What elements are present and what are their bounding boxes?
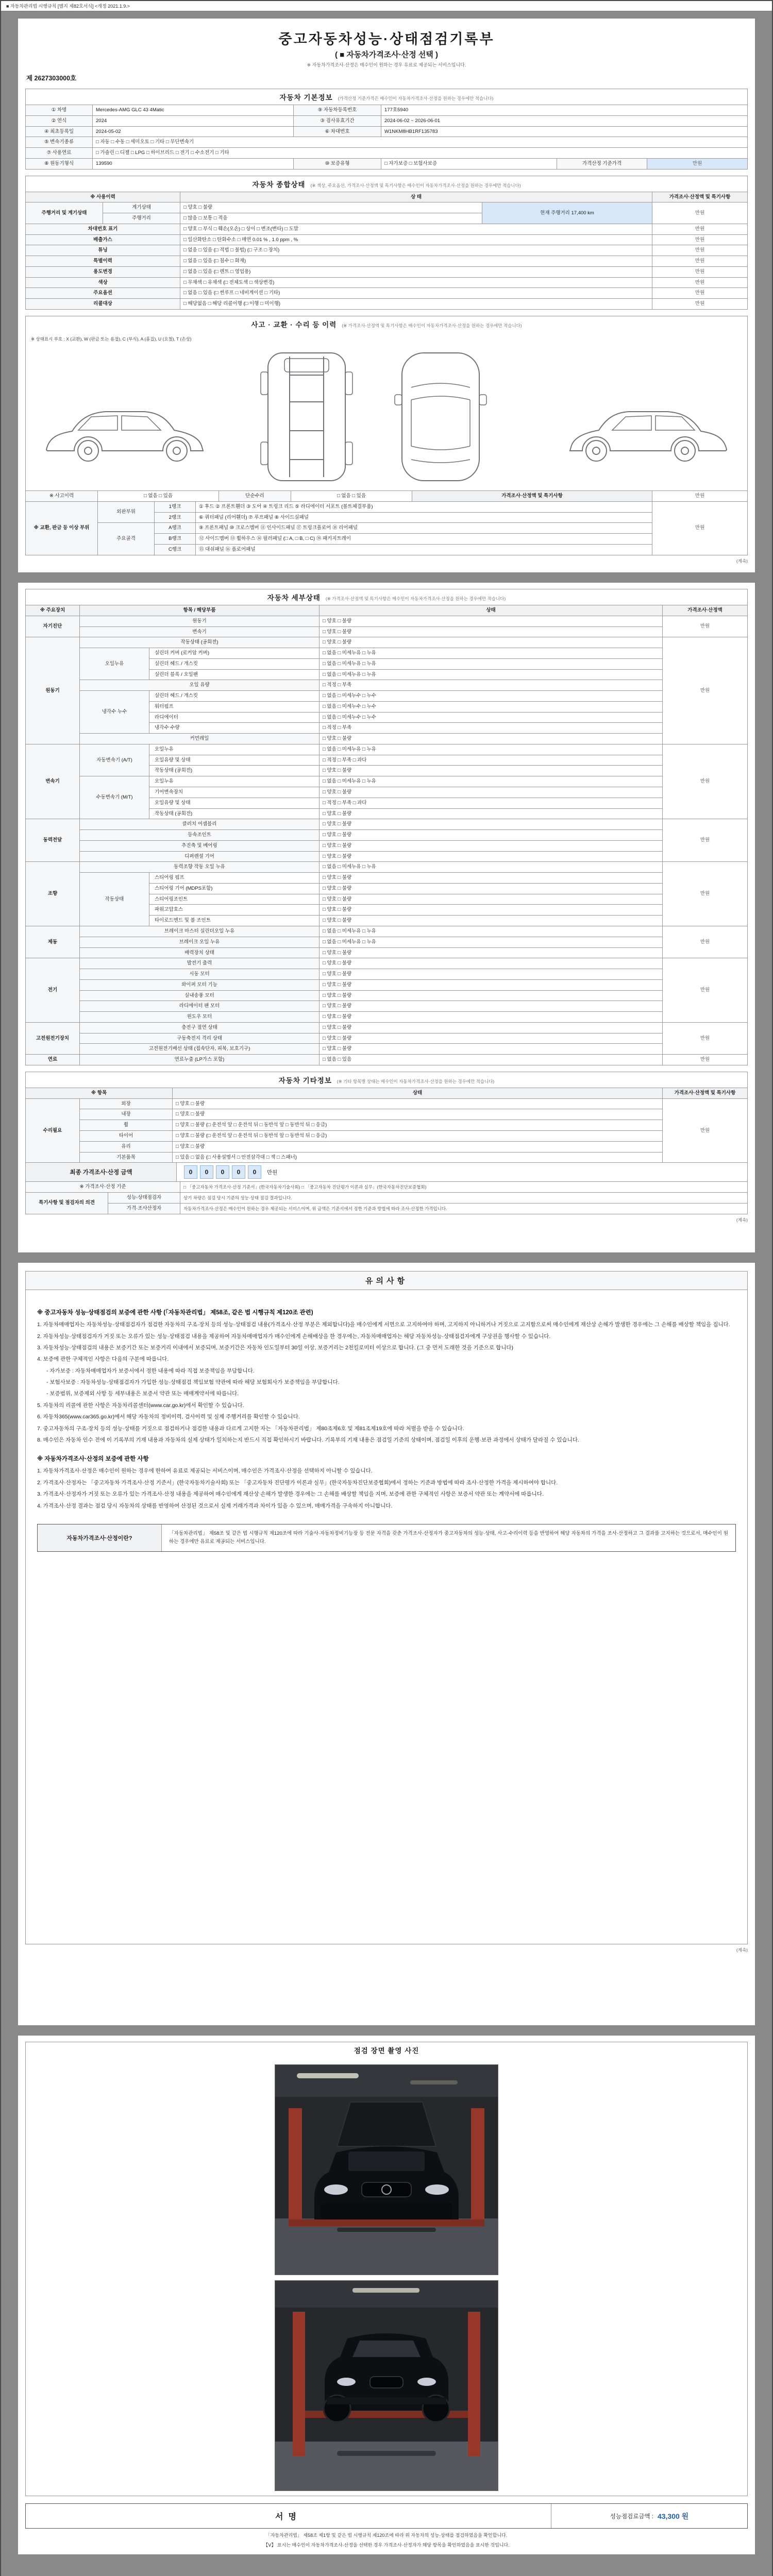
table-cell: □ 양호 □ 불량 [320,883,663,894]
table-cell: □ 양호 □ 불량 [320,1012,663,1023]
table-cell: 변속기 [80,626,320,637]
table-cell: ① 후드 ② 프론트휀더 ③ 도어 ④ 트렁크 리드 ⑤ 라디에이터 서포트 (볼트체결부품) [196,501,652,512]
table-cell: 만원 [663,1098,748,1163]
table-cell: □ 양호 □ 불량 [320,947,663,958]
table-cell: □ 양호 □ 불량 [320,840,663,851]
notice-line: ※ 자동차가격조사·산정의 보증에 관한 사항 [37,1456,149,1463]
table-cell: □ 없음 □ 미세누유 □ 누유 [320,926,663,937]
table-cell: 튜닝 [26,245,180,256]
table-cell: □ 적정 □ 부족 [320,680,663,691]
table-cell: 상기 차량은 점검 당시 기준의 성능·상태 점검 결과입니다. [180,1193,748,1204]
definition-text: 「자동차관리법」 제58조 및 같은 법 시행규칙 제120조에 따라 기술사·자동차정비기능장 등 전문 자격을 갖춘 가격조사·산정자가 중고자동차의 성능·상태, 사고·수리이력 등을 반영하여 해당 자동차의 가격을 조사·산정하고 그 결과를 고지하는 것으로서, 매수인이 원하는 경우에만 유료로 제공되는 서비스입니다. [169,1530,728,1545]
table-cell: 만원 [652,245,748,256]
table-cell: ⑤ 변속기종류 [26,137,93,148]
table-cell: 만원 [663,1022,748,1054]
table-cell: 휠 [80,1120,173,1131]
table-cell: ④ 최초등록일 [26,126,93,137]
table-cell: □ 양호 □ 불량 [173,1098,663,1109]
table-cell: □ 양호 □ 불량 [320,969,663,980]
section-overall-condition [25,176,748,192]
continue-mark: (계속) [736,1947,748,1953]
inspection-photos [25,2058,748,2496]
table-cell: A랭크 [155,523,196,534]
table-cell: 주행거리 및 계기상태 [26,202,103,224]
notice-lines [37,1308,736,1511]
table-cell: 색상 [26,277,180,288]
table-cell: ⑮ 대쉬패널 ⑯ 플로어패널 [196,544,652,555]
table-cell: □ 없음 □ 미세누수 □ 누수 [320,701,663,712]
table-cell: 만원 [647,158,747,169]
table-cell: 원동기 [26,637,80,744]
table-cell: 가격·조사산정자 [108,1203,180,1214]
table-cell: □ 양호 □ 불량 [320,734,663,744]
table-cell: 커먼레일 [80,734,320,744]
table-cell: 디퍼렌셜 기어 [80,851,320,862]
vehicle-diagram [31,344,742,488]
notice-line: 7. 중고자동차의 구조·장치 등의 성능·상태를 거짓으로 점검하거나 점검한 내용과 다르게 고지한 자는 「자동차관리법」 제80조제6호 및 제81조제19호에 따라 처벌을 받을 수 있습니다. [37,1425,464,1432]
etc-info-table [25,1088,748,1163]
table-cell: 브레이크 오일 누유 [80,937,320,947]
section-note: (※ 색상, 주요옵션, 가격조사·산정액 및 특기사항은 매수인이 자동차가격조사·산정을 원하는 경우에만 적습니다) [310,182,521,188]
basic-info-table [25,105,748,170]
table-cell: 작동상태 (공회전) [149,766,320,776]
table-cell: 윈도우 모터 [80,1012,320,1023]
notice-line: - 자가보증 : 자동차매매업자가 보증서에서 정한 내용에 따라 직접 보증책임을 부담합니다. [46,1367,255,1374]
table-cell: 제동 [26,926,80,958]
table-cell: □ 자가보증 □ 보험사보증 [381,158,557,169]
table-cell: □ 양호 □ 불량 [320,830,663,841]
table-cell: □ 일산화탄소 □ 탄화수소 □ 매연 0.01 % , 1.0 ppm , % [180,234,652,245]
table-cell: 만원 [652,288,748,299]
table-cell: 만원 [663,819,748,862]
accident-history-table [25,490,748,502]
table-cell: ⑦ 사용연료 [26,148,93,159]
price-digit: 0 [184,1165,197,1179]
price-digit: 0 [248,1165,261,1179]
notice-line: 3. 가격조사·산정자가 거짓 또는 오류가 있는 가격조사·산정 내용을 제공하여 매수인에게 재산상 손해가 발생한 경우에는 그 손해를 배상할 책임을 지며, 보증에 관한 구체적인 사항은 보증서 약관 또는 계약서에 따릅니다. [37,1491,544,1498]
table-cell: ⑨ 자동차등록번호 [294,105,381,116]
table-cell: 오일 유량 [80,680,320,691]
table-cell: 와이퍼 모터 기능 [80,979,320,990]
table-cell: 실린더 헤드 / 개스킷 [149,691,320,702]
table-cell: 만원 [652,501,748,555]
table-cell: 만원 [652,277,748,288]
section-accident-history [25,316,748,332]
table-cell: □ 양호 □ 불량 [320,808,663,819]
table-cell: □ 있음 □ 없음 (□ 사용설명서 □ 안전삼각대 □ 잭 □ 스패너) [173,1152,663,1163]
table-cell: 외장 [80,1098,173,1109]
table-cell: □ 양호 □ 불량 [320,990,663,1001]
overall-condition-table [25,192,748,310]
form-reference: ■ 자동차관리법 시행규칙 [별지 제82호서식] <개정 2021.1.9.> [1,1,772,11]
final-price-label: 최종 가격조사·산정 금액 [26,1163,177,1181]
section-title: 자동차 기타정보 [278,1076,332,1084]
table-cell: □ 해당없음 □ 해당 리콜이행 (□ 이행 □ 미이행) [180,299,652,310]
table-cell: 변속기 [26,744,80,819]
table-cell: □ 없음 □ 있음 (□ 렌트 □ 영업용) [180,266,652,277]
table-cell: □ 없음 □ 미세누유 □ 누유 [320,648,663,659]
notice-line: - 보증범위, 보증제외 사항 등 세부내용은 보증서 약관 또는 매매계약서에 따릅니다. [46,1391,239,1397]
table-cell: 만원 [663,616,748,637]
table-cell: □ 양호 □ 불량 [320,851,663,862]
table-cell: 주요골격 [98,523,155,555]
footer-legal-line-1: 「자동차관리법」 제58조 제1항 및 같은 법 시행규칙 제120조에 따라 위 자동차의 성능·상태를 점검하였음을 확인합니다. [265,2533,508,2538]
table-cell: ※ 가격조사·산정 기준 [26,1182,180,1193]
table-cell: 수리필요 [26,1098,80,1163]
table-cell: □ 없음 □ 미세누수 □ 누수 [320,712,663,723]
table-cell: □ 없음 □ 있음 [291,491,412,502]
table-cell: 기본품목 [80,1152,173,1163]
table-cell: 오일누유 [149,744,320,755]
table-cell: 라디에이터 [149,712,320,723]
table-cell: 성능·상태점검자 [108,1193,180,1204]
table-cell: 만원 [652,224,748,234]
table-cell: □ 양호 □ 불량 (□ 운전석 앞 □ 운전석 뒤 □ 동반석 앞 □ 동반석 뒤 □ 응급) [173,1130,663,1141]
price-unit: 만원 [267,1169,278,1176]
table-cell: □ 양호 □ 불량 [320,1022,663,1033]
table-cell: □ 양호 □ 불량 [320,1033,663,1044]
price-digit: 0 [216,1165,229,1179]
section-note: (※ 가격조사·산정액 및 특기사항은 매수인이 자동차가격조사·산정을 원하는 경우에만 적습니다) [342,323,522,329]
continue-mark: (계속) [736,558,748,564]
table-cell: □ 양호 □ 불량 [180,202,482,213]
table-cell: 외판부위 [98,501,155,523]
inspection-fee [551,2504,747,2528]
table-cell: 만원 [652,234,748,245]
table-cell: 스티어링 펌프 [149,873,320,884]
table-cell: ※ 사고이력 [26,491,98,502]
page-3 [18,1263,755,2025]
price-digit: 0 [232,1165,245,1179]
table-cell: 실린더 커버 (로커암 커버) [149,648,320,659]
table-cell: 구동축전지 격리 상태 [80,1033,320,1044]
table-cell: 2024-05-02 [93,126,294,137]
section-note: (가격산정 기준가격은 매수인이 자동차가격조사·산정을 원하는 경우에만 적습니다) [338,96,494,101]
signature-section [25,2503,748,2529]
table-cell: 상 태 [180,192,652,202]
table-cell: 주행거리 [103,213,180,224]
table-cell: ⑨ 프론트패널 ⑩ 크로스멤버 ⑪ 인사이드패널 ⑰ 트렁크플로어 ⑱ 리어패널 [196,523,652,534]
inspector-opinion-table [25,1181,748,1214]
table-cell: 만원 [652,256,748,267]
table-cell: □ 적정 □ 부족 [320,723,663,734]
table-cell: 자동변속기 (A/T) [80,744,149,776]
footer-legal-line-2: 【Ⅴ】 표시는 매수인이 자동차가격조사·산정을 선택한 경우 가격조사·산정자가 해당 항목을 확인하였음을 표시한 것입니다. [263,2543,510,2548]
table-cell: 항목 / 해당부품 [80,605,320,616]
notice-line: 3. 자동차성능·상태점검의 내용은 보증기간 또는 보증거리 이내에서 보증되며, 보증기간은 자동차 인도일부터 30일 이상, 보증거리는 2천킬로미터 이상으로 합니다. (그 중 먼저 도래한 것을 기준으로 합니다) [37,1344,514,1351]
table-cell: C랭크 [155,544,196,555]
table-cell: 만원 [663,862,748,926]
page-2 [18,583,755,1252]
section-photos [25,2042,748,2058]
section-title: 점검 장면 촬영 사진 [354,2047,419,2055]
final-price-digits [177,1163,284,1181]
table-cell: □ 양호 □ 불량 [320,894,663,905]
notice-title: 유의사항 [25,1271,748,1290]
final-price-row [25,1162,748,1182]
table-cell: 타이로드엔드 및 볼 조인트 [149,916,320,926]
section-title: 자동차 종합상태 [252,180,306,189]
notice-body [25,1290,748,1944]
table-cell: □ 「중고자동차 가격조사·산정 기준서」(한국자동차기술사회) □ 「중고자동차 진단평가 이론과 실무」(한국자동차진단보증협회) [180,1182,748,1193]
table-cell: □ 없음 □ 미세누수 □ 누수 [320,691,663,702]
table-cell: 특별이력 [26,256,180,267]
table-cell: □ 적정 □ 부족 □ 과다 [320,755,663,766]
table-cell: 1랭크 [155,501,196,512]
table-cell: □ 자동 □ 수동 □ 세미오토 □ 기타 □ 무단변속기 [93,137,748,148]
table-cell: 용도변경 [26,266,180,277]
table-cell: □ 양호 □ 불량 [320,979,663,990]
table-cell: 주요옵션 [26,288,180,299]
table-cell: 작동상태 (공회전) [149,808,320,819]
table-cell: □ 양호 □ 불량 [320,766,663,776]
table-cell: 작동상태 (공회전) [80,637,320,648]
table-cell: □ 없음 □ 있음 [98,491,219,502]
table-cell: W1NKM8HB1RF135783 [381,126,748,137]
table-cell: 만원 [663,1055,748,1065]
table-cell: 냉각수 수량 [149,723,320,734]
table-cell: □ 양호 □ 부식 □ 훼손(오손) □ 상이 □ 변조(변타) □ 도말 [180,224,652,234]
section-note: (※ 기타 항목별 상태는 매수인이 자동차가격조사·산정을 원하는 경우에만 적습니다) [337,1078,495,1084]
document-number: 제 2627303000호 [26,75,77,82]
table-cell: 작동상태 [80,873,149,926]
notice-line: 1. 자동차가격조사·산정은 매수인이 원하는 경우에 한하여 유료로 제공되는 서비스이며, 매수인은 가격조사·산정을 선택하지 아니할 수 있습니다. [37,1468,373,1475]
table-cell: 만원 [652,491,748,502]
title-note: ※ 자동차가격조사·산정은 매수인이 원하는 경우 유료로 제공되는 서비스입니다. [307,62,466,67]
table-cell: 배력장치 상태 [80,947,320,958]
table-cell: □ 양호 □ 불량 [320,1044,663,1055]
notice-line: 1. 자동차매매업자는 자동차성능·상태점검자가 점검한 자동차의 구조·장치 등의 성능·상태점검 내용(가격조사·산정 부분은 제외합니다)을 매수인에게 서면으로 고지하여야 하며, 고지하지 아니하거나 거짓으로 고지함으로써 매수인에게 재산상 손해가 발생한 경우에는 그 손해를 배상할 책임을 집니다. [37,1321,730,1328]
table-cell: 177호5940 [381,105,748,116]
table-cell: □ 양호 □ 불량 [320,787,663,798]
page-title: 중고자동차성능·상태점검기록부 [278,31,495,47]
table-cell: 만원 [652,266,748,277]
table-cell: 전기 [26,958,80,1023]
table-cell: □ 무채색 □ 유채색 (□ 전체도색 □ 색상변경) [180,277,652,288]
table-cell: Mercedes-AMG GLC 43 4Matic [93,105,294,116]
table-cell: □ 양호 □ 불량 [173,1109,663,1120]
table-cell: 실린더 헤드 / 개스킷 [149,658,320,669]
table-cell: 2024 [93,115,294,126]
table-cell: 원동기 [80,616,320,626]
table-cell: 연료 [26,1055,80,1065]
notice-line: 2. 가격조사·산정자는 「중고자동차 가격조사·산정 기준서」(한국자동차기술사회) 또는 「중고자동차 진단평가 이론과 실무」(한국자동차진단보증협회)에서 정하는 기준과 방법에 따라 조사·산정한 가격을 제시하여야 합니다. [37,1479,558,1486]
table-cell: 추진축 및 베어링 [80,840,320,851]
vehicle-diagram-box [25,332,748,491]
table-cell: 2랭크 [155,512,196,523]
table-cell: 특기사항 및 점검자의 의견 [26,1193,108,1214]
table-cell: □ 양호 □ 불량 (□ 운전석 앞 □ 운전석 뒤 □ 동반석 앞 □ 동반석 뒤 □ 응급) [173,1120,663,1131]
price-survey-definition-box [37,1524,736,1552]
table-cell: 동력전달 [26,819,80,862]
table-cell: □ 없음 □ 있음 (□ 적법 □ 불법) (□ 구조 □ 장치) [180,245,652,256]
table-cell: 고전원전기장치 [26,1022,80,1054]
section-etc-info [25,1072,748,1088]
table-cell: 2024-06-02 ~ 2026-06-01 [381,115,748,126]
table-cell: 유리 [80,1141,173,1152]
table-cell: □ 양호 □ 불량 [320,916,663,926]
notice-line: 8. 매수인은 자동차 인수 전에 이 기록부의 기재 내용과 자동차의 실제 상태가 일치하는지 반드시 직접 확인하시기 바랍니다. 기록부의 기재 내용은 점검일 기준의 상태이며, 점검일 이후의 운행·보관 과정에서 상태가 달라질 수 있습니다. [37,1436,579,1443]
table-cell: 발전기 출력 [80,958,320,969]
page-4 [18,2036,755,2554]
table-cell: 139590 [93,158,294,169]
table-cell: ⑥ 차대번호 [294,126,381,137]
table-cell: ※ 주요장치 [26,605,80,616]
table-cell: 상태 [173,1088,663,1098]
notice-line: 2. 자동차성능·상태점검자가 거짓 또는 오류가 있는 성능·상태점검 내용을 제공하여 자동차매매업자가 매수인에게 손해배상을 한 경우에는, 자동차매매업자는 해당 자동차성능·상태점검자에게 구상권을 행사할 수 있습니다. [37,1333,551,1340]
table-cell: ⑥ 쿼터패널 (리어휀더) ⑦ 루프패널 ⑧ 사이드실패널 [196,512,652,523]
notice-line: ※ 중고자동차 성능·상태점검의 보증에 관한 사항 (「자동차관리법」 제58조, 같은 법 시행규칙 제120조 관련) [37,1310,313,1316]
continue-mark: (계속) [736,1217,748,1223]
notice-line: - 보험사보증 : 자동차성능·상태점검자가 가입한 성능·상태점검 책임보험 약관에 따라 해당 보험회사가 보증책임을 부담합니다. [46,1379,340,1385]
table-cell: 가격조사·산정액 및 특기사항 [652,192,748,202]
fee-label: 성능점검료금액 : [610,2513,653,2520]
section-title: 자동차 세부상태 [267,594,321,602]
table-cell: □ 없음 □ 있음 [320,1055,663,1065]
table-cell: □ 많음 □ 보통 □ 적음 [180,213,482,224]
table-cell: □ 없음 □ 미세누유 □ 누유 [320,669,663,680]
table-cell: 계기상태 [103,202,180,213]
table-cell: 오일누유 [80,648,149,680]
table-cell: 가격조사·산정액 및 특기사항 [412,491,652,502]
table-cell: 브레이크 마스터 실린더오일 누유 [80,926,320,937]
table-cell: □ 양호 □ 불량 [320,626,663,637]
table-cell: 자기진단 [26,616,80,637]
diagram-legend: ※ 상태표시 부호 : X (교환), W (판금 또는 용접), C (부식), A (흠집), U (요철), T (손상) [31,336,192,342]
table-cell: 리콜대상 [26,299,180,310]
table-cell: ② 연식 [26,115,93,126]
table-cell: 파워고압호스 [149,905,320,916]
notice-line: 4. 가격조사·산정 결과는 점검 당시 자동차의 상태를 반영하여 산정된 것으로서 실제 거래가격과 차이가 있을 수 있으며, 매매가격을 구속하지 아니합니다. [37,1502,393,1509]
table-cell: 오일유량 및 상태 [149,755,320,766]
table-cell: □ 양호 □ 불량 [320,905,663,916]
page-1 [18,19,755,572]
table-cell: 단순수리 [219,491,291,502]
table-cell: □ 없음 □ 미세누유 □ 누유 [320,776,663,787]
table-cell: ⑩ 보증유형 [294,158,381,169]
signature-label: 서명 [275,2513,301,2521]
table-cell: 차대번호 표기 [26,224,180,234]
table-cell: ※ 사용이력 [26,192,180,202]
table-cell: 연료누출 (LP가스 포함) [80,1055,320,1065]
table-cell: 만원 [663,637,748,744]
table-cell: □ 양호 □ 불량 [320,1001,663,1012]
table-cell: ⑧ 원동기형식 [26,158,93,169]
section-detail-condition [25,589,748,605]
table-cell: ※ 항목 [26,1088,173,1098]
table-cell: 등속조인트 [80,830,320,841]
table-cell: 동력조향 작동 오일 누유 [80,862,320,873]
table-cell: 배출가스 [26,234,180,245]
section-title: 자동차 기본정보 [279,94,333,101]
table-cell: 만원 [663,958,748,1023]
table-cell: □ 양호 □ 불량 [320,637,663,648]
table-cell: 냉각수 누수 [80,691,149,734]
table-cell: 현재 주행거리 17,400 km [482,202,652,224]
table-cell: ⑫ 사이드멤버 ⑬ 휠하우스 ⑭ 필러패널 (□ A, □ B, □ C) ⑲ 패키지트레이 [196,534,652,545]
table-cell: 수동변속기 (M/T) [80,776,149,819]
table-cell: ① 차명 [26,105,93,116]
table-cell: 타이어 [80,1130,173,1141]
table-cell: 만원 [663,744,748,819]
table-cell: ③ 검사유효기간 [294,115,381,126]
table-cell: 라디에이터 팬 모터 [80,1001,320,1012]
table-cell: 시동 모터 [80,969,320,980]
table-cell: 가격조사·산정액 및 특기사항 [663,1088,748,1098]
table-cell: 클러치 어셈블리 [80,819,320,830]
inspection-photo-hood-open [275,2065,498,2275]
table-cell: □ 없음 □ 미세누유 □ 누유 [320,937,663,947]
inspection-photo-on-lift [275,2281,498,2490]
table-cell: □ 적정 □ 부족 □ 과다 [320,798,663,808]
table-cell: □ 없음 □ 있음 (□ 침수 □ 화재) [180,256,652,267]
table-cell: 가격산정 기준가격 [557,158,647,169]
price-digit: 0 [200,1165,213,1179]
table-cell: B랭크 [155,534,196,545]
notice-line: 4. 보증에 관한 구체적인 사항은 다음의 구분에 따릅니다. [37,1356,169,1363]
table-cell: □ 양호 □ 불량 [173,1141,663,1152]
definition-label: 자동차가격조사·산정이란? [38,1524,162,1551]
table-cell: 충전구 절연 상태 [80,1022,320,1033]
table-cell: 워터펌프 [149,701,320,712]
table-cell: 오일누유 [149,776,320,787]
table-cell: 만원 [652,202,748,224]
table-cell: 고전원전기배선 상태 (접속단자, 피복, 보호기구) [80,1044,320,1055]
table-cell: ※ 교환, 판금 등 이상 부위 [26,501,98,555]
table-cell: 가격조사·산정액 [663,605,748,616]
table-cell: 내장 [80,1109,173,1120]
detail-condition-table [25,605,748,1065]
table-cell: □ 양호 □ 불량 [320,616,663,626]
table-cell: 오일유량 및 상태 [149,798,320,808]
section-title: 사고 · 교환 · 수리 등 이력 [251,321,337,329]
table-cell: 스티어링 기어 (MDPS포함) [149,883,320,894]
page-subtitle: ( ■ 자동차가격조사·산정 선택 ) [334,50,439,59]
table-cell: 만원 [663,926,748,958]
table-cell: 실린더 블록 / 오일팬 [149,669,320,680]
table-cell: 만원 [652,299,748,310]
table-cell: 기어변속장치 [149,787,320,798]
section-basic-info [25,89,748,105]
table-cell: 실내송풍 모터 [80,990,320,1001]
panel-rank-table [25,501,748,555]
section-note: (※ 가격조사·산정액 및 특기사항은 매수인이 자동차가격조사·산정을 원하는 경우에만 적습니다) [325,596,506,601]
table-cell: 상태 [320,605,663,616]
table-cell: □ 없음 □ 미세누유 □ 누유 [320,862,663,873]
table-cell: □ 양호 □ 불량 [320,819,663,830]
table-cell: □ 가솔린 □ 디젤 □ LPG □ 하이브리드 □ 전기 □ 수소전기 □ 기타 [93,148,748,159]
table-cell: □ 양호 □ 불량 [320,873,663,884]
fee-value: 43,300 원 [657,2512,689,2520]
notice-line: 6. 자동차365(www.car365.go.kr)에서 해당 자동차의 정비이력, 검사이력 및 실제 주행거리를 확인할 수 있습니다. [37,1414,300,1420]
table-cell: 조향 [26,862,80,926]
table-cell: □ 없음 □ 미세누유 □ 누유 [320,658,663,669]
table-cell: 스티어링조인트 [149,894,320,905]
table-cell: □ 없음 □ 있음 (□ 썬루프 □ 네비게이션 □ 기타) [180,288,652,299]
table-cell: 자동차가격조사·산정은 매수인이 원하는 경우 제공되는 서비스이며, 위 금액은 기준서에서 정한 기준과 방법에 따라 조사·산정한 가격입니다. [180,1203,748,1214]
table-cell: □ 없음 □ 미세누유 □ 누유 [320,744,663,755]
table-cell: □ 양호 □ 불량 [320,958,663,969]
notice-line: 5. 자동차의 리콜에 관한 사항은 자동차리콜센터(www.car.go.kr)에서 확인할 수 있습니다. [37,1402,244,1409]
